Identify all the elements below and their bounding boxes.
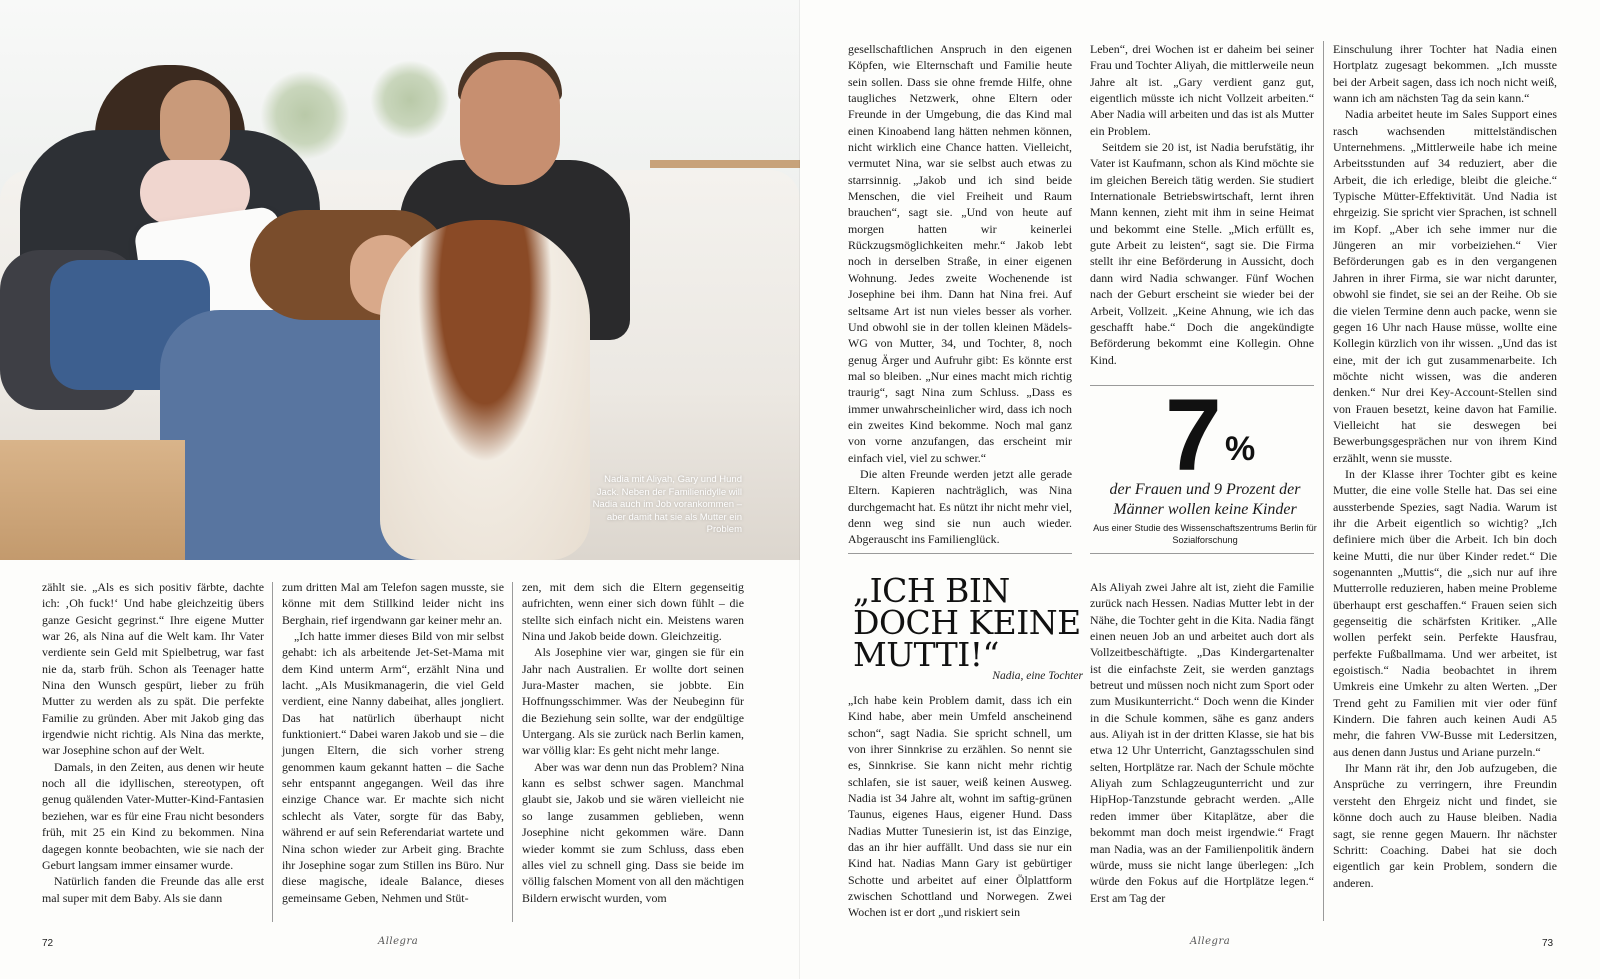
paragraph: Aber was war denn nun das Problem? Nina kann es selbst schwer sagen. Manchmal glaubt sie, Jakob und sie wären vielleicht nie so lange zusammen geblieben, wenn Josephine nicht gekommen wäre. Dann wieder kommt sie zum Schluss, dass eben alles viel zu schnell ging. Dass sie beide im völlig falschen Moment von all den mächtigen Bildern erwischt wurden, vom bbox=[522, 759, 744, 905]
column-rule bbox=[272, 582, 273, 922]
paragraph: Damals, in den Zeiten, aus denen wir heute noch all die idyllischen, stereotypen, oft genug quälenden Vater-Mutter-Kind-Fantasien beziehen, war es für eine Frau nicht besonders früh, mit 25 ein Kind zu bekommen. Nina dagegen konnte beobachten, wie sie nach der Geburt langsam immer einsamer wurde. bbox=[42, 759, 264, 872]
pull-quote-attribution: Nadia, eine Tochter bbox=[992, 670, 1083, 682]
magazine-logo: Allegra bbox=[1190, 936, 1231, 947]
man-face bbox=[460, 60, 560, 185]
magazine-logo: Allegra bbox=[378, 936, 419, 947]
text-column bbox=[1090, 41, 1314, 368]
paragraph: „Ich habe kein Problem damit, dass ich ein Kind habe, aber mein Umfeld anscheinend schon“, sagt Nadia. Sie spricht schnell, um von ihrer Sinnkrise zu erzählen. So nennt sie es, Sinnkrise. Sie kann nicht mehr richtig schlafen, sie ist sauer, weiß keinen Ausweg. Nadia ist 34 Jahre alt, wohnt im saftig-grünen Taunus, eigenes Haus, eigener Hund. Dass Nadias Mutter Tunesierin ist, ist das Einzige, das an ihr hier auffällt. Und dass sie nur ein Kind hat. Nadias Mann Gary ist gebürtiger Schotte und arbeitet auf einer Ölplattform zwischen Schottland und Norwegen. Zwei Wochen ist er dort „und riskiert sein bbox=[848, 693, 1072, 920]
section-rule bbox=[1090, 553, 1314, 554]
column-rule bbox=[1323, 41, 1324, 921]
paragraph: In der Klasse ihrer Tochter gibt es keine Mutter, die eine volle Stelle hat. Das sei eine aussterbende Spezies, sagt Nadia. Warum ist ihr die Arbeit eigentlich so wichtig? „Ich definiere mich über die Arbeit. Ich bin doch keine Mutti, die nur über Kinder redet.“ Die sogenannten „Muttis“, die „sich nur auf ihre Mutterrolle reduzieren, haben meine Probleme überhaupt erst geschaffen.“ Frauen seien sich gegenseitig die schärfsten Kritiker. „Alle wollen perfekt sein. Perfekte Hausfrau, perfekte Fußballmama. Und wer arbeitet, ist egoistisch.“ Nadia beobachtet in ihrem Umkreis eine Umkehr zu alten Werten. „Der Trend geht zu Familien mit vier oder fünf Kindern. Die fahren auch keinen Audi A5 mehr, die fahren VW-Busse mit Ledersitzen, aus denen dann Justus und Ariane purzeln.“ bbox=[1333, 466, 1557, 759]
paragraph: Die alten Freunde werden jetzt alle gerade Eltern. Kapieren nachträglich, was Nina durchgemacht hat. Es nützt ihr nicht mehr viel, denn weg sind sie nun auch wieder. Abgerauscht ins Familienglück. bbox=[848, 466, 1072, 547]
shelf bbox=[650, 160, 800, 168]
column-rule bbox=[512, 582, 513, 922]
woman-face bbox=[160, 80, 230, 170]
plant-blur bbox=[370, 60, 450, 140]
paragraph: zum dritten Mal am Telefon sagen musste, sie könne mit dem Stillkind leider nicht ins Berghain, rief irgendwann gar keiner mehr an. bbox=[282, 580, 504, 627]
text-column bbox=[522, 579, 744, 906]
text-column bbox=[848, 41, 1072, 548]
text-column bbox=[282, 579, 504, 906]
wooden-table bbox=[0, 440, 185, 560]
page-number: 72 bbox=[42, 938, 54, 949]
statistic-number: 7 bbox=[1165, 378, 1218, 492]
text-column bbox=[42, 579, 264, 906]
paragraph: Seitdem sie 20 ist, ist Nadia berufstätig, ihr Vater ist Kaufmann, schon als Kind möchte sie im gleichen Bereich tätig werden. Sie studiert Internationale Betriebswirtschaft, lernt ihren Mann kennen, zieht mit ihm in seine Heimat und bekommt eine Stelle. „Mich erfüllt es, gute Arbeit zu leisten“, sagt sie. Die Firma stellt ihr eine Beförderung in Aussicht, doch dann wird Nadia schwanger. Fünf Wochen nach der Geburt erscheint sie wieder bei der Arbeit, Vollzeit. „Keine Ahnung, wie ich das geschafft habe.“ Doch die angekündigte Beförderung bekommt eine Kollegin. Ohne Kind. bbox=[1090, 140, 1314, 367]
paragraph: zen, mit dem sich die Eltern gegenseitig aufrichten, wenn einer sich down fühlt – die stellte sich einfach nicht ein. Meistens waren Nina und Jakob beide down. Gleichzeitig. bbox=[522, 580, 744, 644]
family-photo bbox=[0, 0, 800, 560]
paragraph: gesellschaftlichen Anspruch in den eigenen Köpfen, wie Elternschaft und Familie heute sein sollen. Dass sie ohne fremde Hilfe, ohne taugliches Netzwerk, ohne Eltern oder Freunde in der Umgebung, die das Kind mal einen Kinoabend lang hätten nehmen können, nicht wirklich eine Chance hatten. Vielleicht, vermutet Nina, war sie selbst auch etwas zu starrsinnig. „Jakob und ich sind beide Menschen, die viel Freiheit und Raum brauchen“, sagt sie. „Und von heute auf morgen hatten wir keinerlei Rückzugsmöglichkeiten mehr.“ Jakob lebt noch in derselben Straße, in einer eigenen Wohnung. Jedes zweite Wochenende ist Josephine bei ihm. Dann hat Nina frei. Auf seltsame Art ist nun vieles besser als vorher. Und obwohl sie in der tollen kleinen Mädels-WG von Mutter, 34, und Tochter, 8, noch genug Ärger und Aufruhr gibt: Es könnte erst mal so bleiben. „Nur eines macht mich richtig traurig“, sagt Nina zum Schluss. „Dass es immer unwahrscheinlicher wird, dass ich noch ein zweites Kind bekomme. Noch mal ganz von vorne anzufangen, das erscheint mir einfach viel, viel zu schwer.“ bbox=[848, 42, 1072, 465]
paragraph: Als Josephine vier war, gingen sie für ein Jahr nach Australien. Er wollte dort seinen Jura-Master machen, sie jobbte. Ein Hoffnungsschimmer. Was der Neubeginn für die Beziehung sein sollte, war der endgültige Untergang. Als sie zurück nach Berlin kamen, war völlig klar: Es geht nicht mehr lange. bbox=[522, 645, 744, 758]
page-number: 73 bbox=[1542, 938, 1554, 949]
paragraph: Als Aliyah zwei Jahre alt ist, zieht die Familie zurück nach Hessen. Nadias Mutter lebt in der Nähe, die Tochter geht in die Kita. Nadia fängt einen neuen Job an und arbeitet auch dort als Vollzeitbeschäftigte. „Das Kindergartenalter ist die einfachste Zeit, sie werden ganztags betreut und müssen noch nicht zum Sport oder zum Musikunterricht.“ Doch wenn die Kinder in die Schule kommen, sähe es ganz anders aus. Aliyah ist in der dritten Klasse, sie hat bis etwa 12 Uhr Unterricht, Ganztagsschulen sind selten, Hortplätze rar. Nach der Schule möchte Aliyah zum Schlagzeugunterricht und zur HipHop-Tanzstunde gebracht werden. „Alle reden immer über Kitaplätze, aber die bekommt man doch meist irgendwie.“ Fragt man Nadia, was an der Familienpolitik ändern würde, muss sie nicht lange überlegen: „Ich würde den Fokus auf die Hortplätze legen.“ Erst am Tag der bbox=[1090, 580, 1314, 905]
paragraph: Ihr Mann rät ihr, den Job aufzugeben, die Ansprüche zu verringern, ihre Freundin versteht den Ehrgeiz nicht und findet, sie könne doch auch zu Hause bleiben. Nadia sagt, sie renne gegen Mauern. Ihr nächster Schritt: Coaching. Dabei hat sie doch eigentlich gar kein Problem, sondern die anderen. bbox=[1333, 761, 1557, 890]
statistic-percent-sign: % bbox=[1225, 430, 1256, 468]
statistic-source: Aus einer Studie des Wissenschaftszentrums Berlin für Sozialforschung bbox=[1093, 523, 1317, 545]
dog bbox=[380, 220, 590, 560]
paragraph: Natürlich fanden die Freunde das alle erst mal super mit dem Baby. Als sie dann bbox=[42, 874, 264, 905]
text-column bbox=[1333, 41, 1557, 891]
paragraph: Leben“, drei Wochen ist er daheim bei seiner Frau und Tochter Aliyah, die mittlerweile neun Jahre alt ist. „Gary verdient ganz gut, eigentlich müsste ich nicht Vollzeit arbeiten.“ Aber Nadia will arbeiten und das ist als Mutter ein Problem. bbox=[1090, 42, 1314, 138]
paragraph: Nadia arbeitet heute im Sales Support eines rasch wachsenden mittelständischen Unternehmens. „Mittlerweile habe ich meine Arbeitsstunden auf 34 reduziert, aber die Arbeit, die ich erledige, bleibt die gleiche.“ Typische Mütter-Effektivität. Und Nadia ist ehrgeizig. Sie spricht vier Sprachen, ist schnell im Kopf. „Aber ich sehe immer nur die Jüngeren an mir vorbeiziehen.“ Vier Beförderungen gab es in den vergangenen Jahren in ihrer Firma, sie war nicht darunter, obwohl sie findet, sie sei an der Reihe. Ob sie die vielen Termine denn auch packe, wenn sie gegen 16 Uhr nach Hause müsse, wollte eine Kollegin kürzlich von ihr wissen. „Und das ist eine, mit der ich gut zusammenarbeite. Ich möchte nicht wissen, was die anderen denken.“ Nur drei Key-Account-Stellen sind von Frauen besetzt, keine davon hat Familie. Vielleicht hat sie deswegen bei Bewerbungsgesprächen nur von ihrem Kind erzählt, wenn sie musste. bbox=[1333, 107, 1557, 465]
pull-quote: „ICH BIN DOCH KEINE MUTTI!“ bbox=[853, 571, 1081, 674]
paragraph: „Ich hatte immer dieses Bild von mir selbst gehabt: ich als arbeitende Jet-Set-Mama mit dem Kind unterm Arm“, erzählt Nina und lacht. „Als Musikmanagerin, die viel Geld verdient, eine Nanny dabeihat, alles jongliert. Das hat natürlich überhaupt nicht funktioniert.“ Dabei waren Jakob und sie – die jungen Eltern, die sich vorher streng genommen kaum gekannt hatten – die Sache sehr entspannt angegangen. Weil das ihre einzige Chance war. Er machte sich nicht schlecht als Vater, sorgte für das Baby, während er auf sein Referendariat wartete und Nina schon wieder zur Arbeit ging. Brachte ihr Josephine sogar zum Stillen ins Büro. Nur diese magische, ideale Balance, dieses gemeinsame Geben, Nehmen und Stüt- bbox=[282, 629, 504, 905]
text-column bbox=[848, 692, 1072, 921]
text-column bbox=[1090, 579, 1314, 906]
paragraph: zählt sie. „Als es sich positiv färbte, dachte ich: ‚Oh fuck!‘ Und habe gleichzeitig übers ganze Gesicht gegrinst.“ Ihre eigene Mutter war 26, als Nina auf die Welt kam. Ihr Vater verdiente sein Geld mit Spielbetrug, war fast nie da, starb früh. Schon als Teenager hatte Nina den Wunsch gespürt, lieber zu früh Mutter zu werden als zu spät. Die perfekte Familie zu gründen. Aber mit Jakob ging das irgendwie nicht richtig. Als Nina das merkte, war Josephine schon auf der Welt. bbox=[42, 580, 264, 758]
photo-caption: Nadia mit Aliyah, Gary und Hund Jack. Neben der Familienidylle will Nadia auch im Job vorankommen – aber damit hat sie als Mutter ein Problem bbox=[592, 474, 742, 535]
statistic-description: der Frauen und 9 Prozent der Männer wollen keine Kinder bbox=[1109, 481, 1301, 518]
paragraph: Einschulung ihrer Tochter hat Nadia einen Hortplatz zugesagt bekommen. „Ich musste bei der Arbeit sagen, dass ich noch nicht weiß, wann ich am nächsten Tag da sein kann.“ bbox=[1333, 42, 1557, 106]
section-rule bbox=[848, 553, 1072, 554]
